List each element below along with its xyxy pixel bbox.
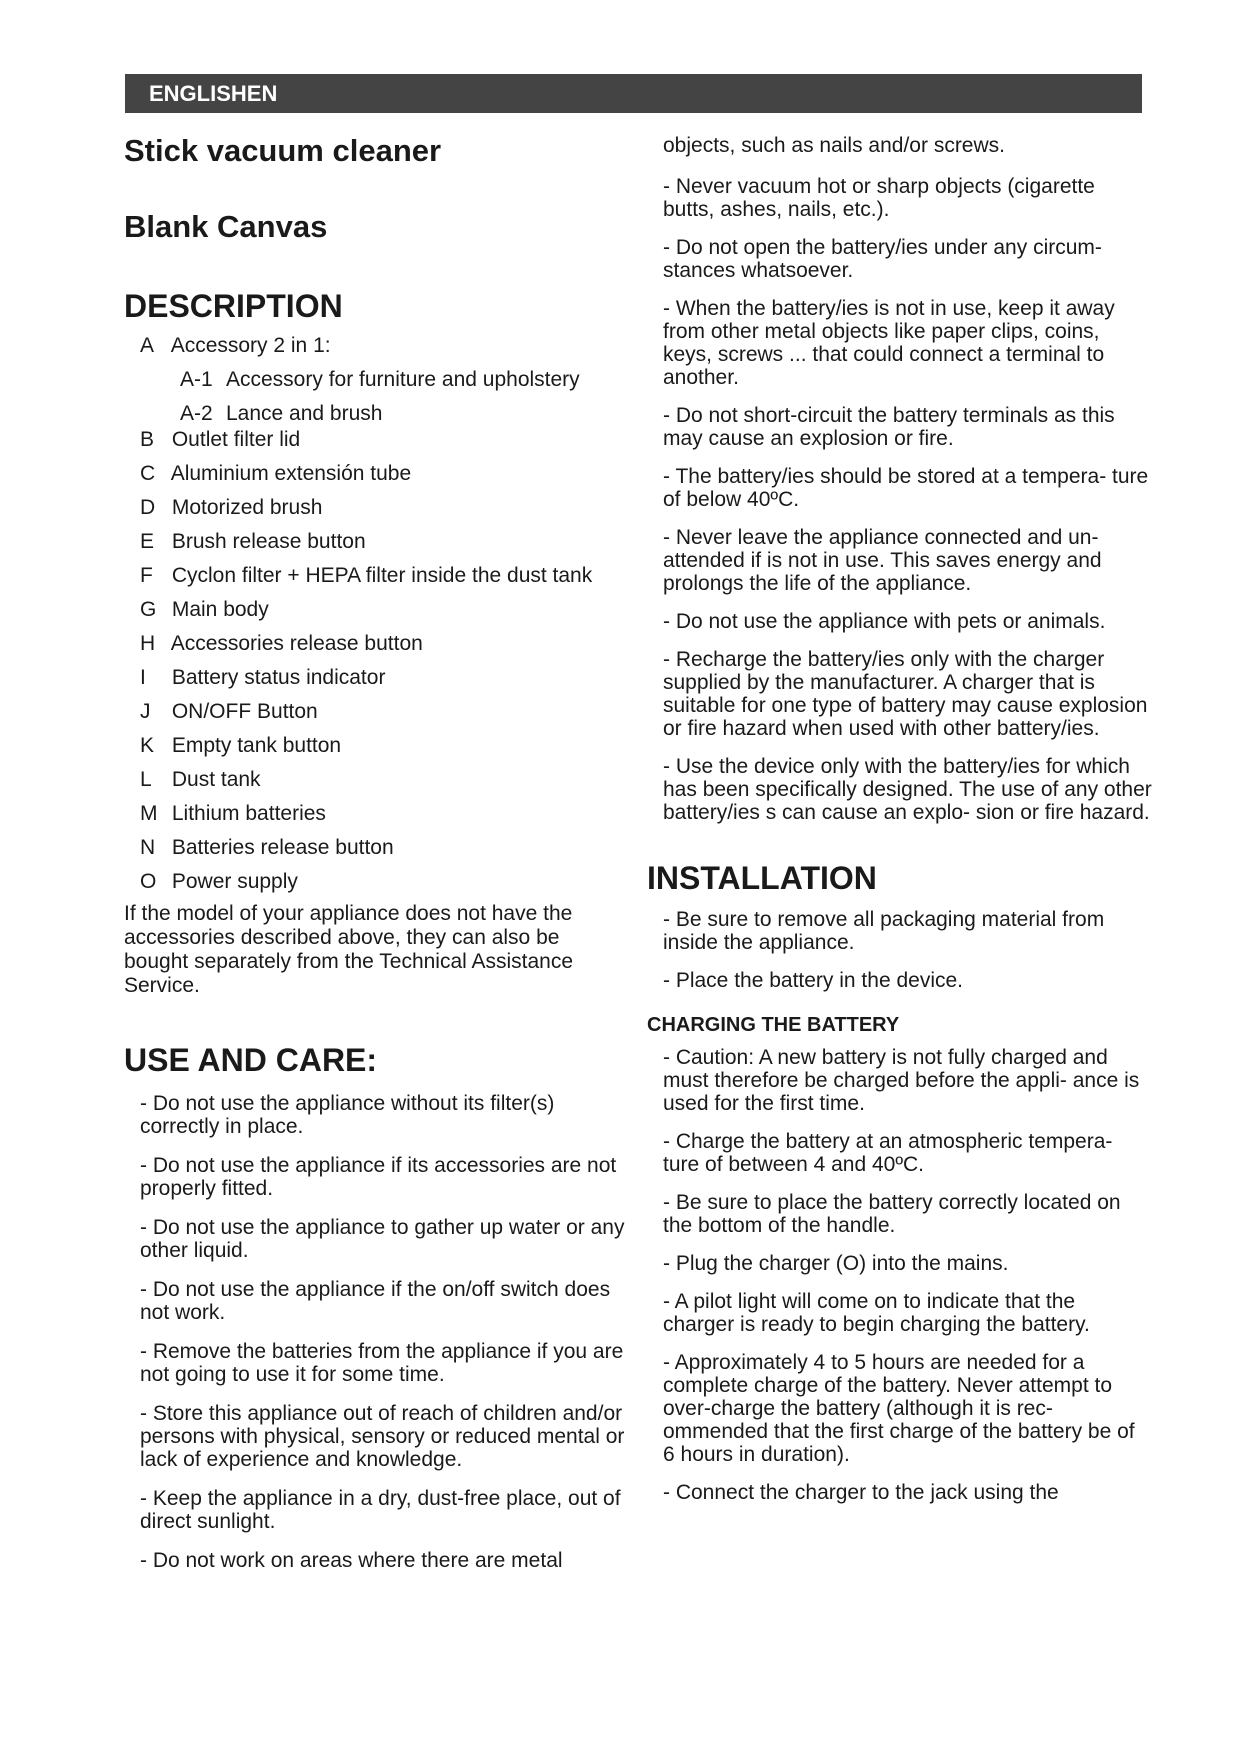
list-item [140, 334, 629, 358]
item-letter: L [140, 768, 152, 791]
item-text: ON/OFF Button [171, 700, 318, 723]
list-item [140, 428, 629, 452]
list-item: - A pilot light will come on to indicate that the charger is ready to begin charging the battery. [663, 1290, 1090, 1336]
item-letter: C [140, 462, 156, 485]
item-letter: A-1 [180, 368, 213, 391]
list-item: - Recharge the battery/ies only with the charger supplied by the manufacturer. A charger that is suitable for one type of battery may cause explosion or fire hazard when used with other battery/ies. [663, 648, 1148, 740]
item-letter: B [140, 428, 155, 451]
list-item: - Connect the charger to the jack using the [663, 1481, 1059, 1504]
left-column [124, 128, 629, 1588]
item-letter: K [140, 734, 155, 757]
item-letter: G [140, 598, 157, 621]
item-letter: F [140, 564, 153, 587]
item-text: Accessories release button [170, 632, 423, 655]
list-item: - Store this appliance out of reach of children and/or persons with physical, sensory or reduced mental or lack of experience and knowledge. [140, 1402, 625, 1471]
list-item: - Do not work on areas where there are metal [140, 1549, 563, 1572]
item-text: Main body [171, 598, 269, 621]
list-item: - Do not use the appliance if the on/off switch does not work. [140, 1278, 611, 1324]
list-item: - Plug the charger (O) into the mains. [663, 1252, 1009, 1275]
list-item [140, 564, 629, 588]
item-text: Aluminium extensión tube [170, 462, 412, 485]
charging-list [647, 1046, 1152, 1504]
list-item [140, 530, 629, 554]
item-text: Dust tank [171, 768, 261, 791]
item-text: Lithium batteries [171, 802, 326, 825]
item-letter: M [140, 802, 158, 825]
item-letter: A [140, 334, 155, 357]
item-text: Lance and brush [226, 402, 383, 425]
item-text: Power supply [171, 870, 298, 893]
list-item [140, 598, 629, 622]
list-item [180, 402, 629, 426]
list-item: - Do not open the battery/ies under any circum- stances whatsoever. [663, 236, 1102, 282]
item-letter: H [140, 632, 156, 655]
list-item: - Place the battery in the device. [663, 969, 963, 992]
list-item [140, 700, 629, 724]
list-item [140, 462, 629, 486]
list-item: - Remove the batteries from the appliance if you are not going to use it for some time. [140, 1340, 624, 1386]
list-item: - Do not use the appliance with pets or animals. [663, 610, 1106, 633]
list-item: - Charge the battery at an atmospheric tempera- ture of between 4 and 40ºC. [663, 1130, 1113, 1176]
item-text: Accessory for furniture and upholstery [226, 368, 580, 391]
charging-heading: CHARGING THE BATTERY [647, 1014, 900, 1036]
right-column [647, 134, 1152, 1519]
language-label: ENGLISHEN [149, 81, 278, 106]
item-letter: J [140, 700, 151, 723]
item-text: Battery status indicator [171, 666, 386, 689]
product-title: Stick vacuum cleaner [124, 133, 442, 168]
installation-list [647, 908, 1152, 992]
item-letter: D [140, 496, 156, 519]
list-item: - Never leave the appliance connected and un- attended if is not in use. This saves energy and prolongs the life of the appliance. [663, 526, 1102, 595]
item-letter: A-2 [180, 402, 213, 425]
item-text: Cyclon filter + HEPA filter inside the dust tank [171, 564, 593, 587]
list-item: - Do not use the appliance without its filter(s) correctly in place. [140, 1092, 555, 1138]
list-item [140, 666, 629, 690]
product-subtitle: Blank Canvas [124, 209, 328, 244]
language-header-bar [125, 74, 1142, 113]
list-item: - Never vacuum hot or sharp objects (cigarette butts, ashes, nails, etc.). [663, 175, 1095, 221]
list-item: - Caution: A new battery is not fully charged and must therefore be charged before the appli- ance is used for the first time. [663, 1046, 1140, 1115]
list-item: - The battery/ies should be stored at a tempera- ture of below 40ºC. [663, 465, 1149, 511]
item-letter: N [140, 836, 156, 859]
list-item: - Do not use the appliance if its accessories are not properly fitted. [140, 1154, 617, 1200]
list-item: objects, such as nails and/or screws. [663, 134, 1005, 157]
list-item: - Approximately 4 to 5 hours are needed for a complete charge of the battery. Never attempt to over-charge the battery (although it is rec- ommended that the first charge of the battery be of 6 hours in duration). [663, 1351, 1135, 1466]
description-note: If the model of your appliance does not have the accessories described above, they can also be bought separately from the Technical Assistance Service. [124, 902, 574, 997]
item-text: Empty tank button [171, 734, 342, 757]
list-item [140, 870, 629, 894]
list-item: - Be sure to place the battery correctly located on the bottom of the handle. [663, 1191, 1121, 1237]
item-text: Batteries release button [171, 836, 394, 859]
item-text: Brush release button [171, 530, 366, 553]
list-item: - Keep the appliance in a dry, dust-free place, out of direct sunlight. [140, 1487, 621, 1533]
list-item: - Do not short-circuit the battery terminals as this may cause an explosion or fire. [663, 404, 1115, 450]
use-and-care-continued-list [647, 134, 1152, 824]
installation-heading: INSTALLATION [647, 860, 877, 896]
item-letter: E [140, 530, 155, 553]
list-item [140, 734, 629, 758]
item-letter: I [140, 666, 146, 689]
list-item: - Be sure to remove all packaging material from inside the appliance. [663, 908, 1105, 954]
list-item [140, 802, 629, 826]
item-text: Outlet filter lid [171, 428, 301, 451]
list-item: - Do not use the appliance to gather up water or any other liquid. [140, 1216, 625, 1262]
description-list [140, 334, 629, 894]
description-heading: DESCRIPTION [124, 288, 343, 324]
list-item: - When the battery/ies is not in use, keep it away from other metal objects like paper clips, coins, keys, screws ... that could connect a terminal to another. [663, 297, 1115, 389]
list-item [140, 768, 629, 792]
list-item [140, 836, 629, 860]
use-and-care-list [124, 1092, 629, 1572]
item-letter: O [140, 870, 157, 893]
use-and-care-heading: USE AND CARE: [124, 1042, 378, 1078]
item-text: Motorized brush [171, 496, 323, 519]
list-item [140, 496, 629, 520]
item-text: Accessory 2 in 1: [170, 334, 331, 357]
list-item: - Use the device only with the battery/ies for which has been specifically designed. The use of any other battery/ies s can cause an explo- sion or fire hazard. [663, 755, 1152, 824]
list-item [140, 632, 629, 656]
list-item [180, 368, 629, 392]
